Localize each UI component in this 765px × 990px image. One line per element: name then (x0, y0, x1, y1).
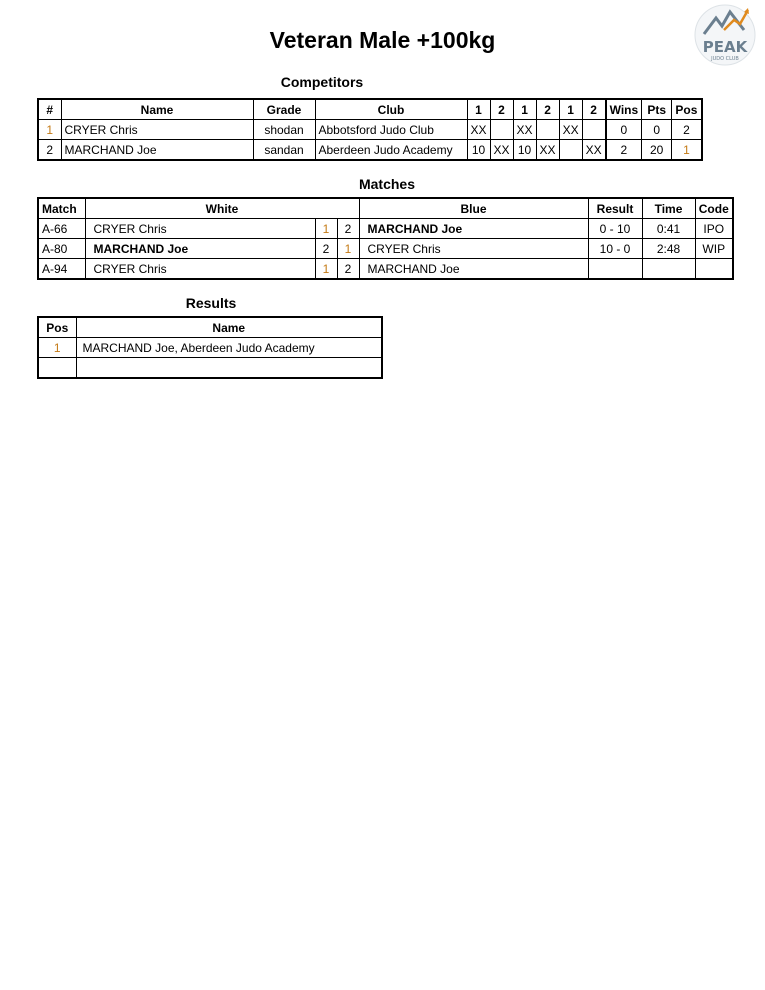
blue-player: CRYER Chris (359, 239, 588, 259)
competitor-position: 1 (672, 140, 702, 161)
white-player-number: 1 (315, 219, 337, 239)
competitors-header-row (38, 99, 702, 120)
competitor-wins: 2 (606, 140, 642, 161)
competitor-row (38, 120, 702, 140)
result-position (38, 358, 76, 379)
col-header-round: 1 (467, 99, 490, 120)
round-score: XX (513, 120, 536, 140)
round-score (490, 120, 513, 140)
col-header-round: 2 (490, 99, 513, 120)
match-row (38, 239, 733, 259)
match-time (642, 259, 695, 280)
results-table (37, 316, 383, 379)
result-row (38, 338, 382, 358)
col-header-pts: Pts (642, 99, 672, 120)
round-score: XX (490, 140, 513, 161)
result-name (76, 358, 382, 379)
competitor-row (38, 140, 702, 161)
competitor-number: 2 (38, 140, 61, 161)
match-id: A-80 (38, 239, 85, 259)
match-result: 10 - 0 (588, 239, 642, 259)
competitors-heading: Competitors (280, 74, 364, 90)
match-row (38, 259, 733, 280)
round-score: XX (559, 120, 582, 140)
svg-text:PEAK: PEAK (702, 38, 748, 56)
competitor-grade: shodan (253, 120, 315, 140)
match-time: 0:41 (642, 219, 695, 239)
col-header-round: 1 (559, 99, 582, 120)
match-id: A-94 (38, 259, 85, 280)
competitor-name: CRYER Chris (61, 120, 253, 140)
competitor-points: 20 (642, 140, 672, 161)
round-score: 10 (467, 140, 490, 161)
white-player-number: 1 (315, 259, 337, 280)
match-row (38, 219, 733, 239)
round-score (582, 120, 606, 140)
competitor-position: 2 (672, 120, 702, 140)
round-score: XX (582, 140, 606, 161)
col-header-match: Match (38, 198, 85, 219)
col-header-pos: Pos (38, 317, 76, 338)
competitor-wins: 0 (606, 120, 642, 140)
col-header-grade: Grade (253, 99, 315, 120)
results-header-row (38, 317, 382, 338)
result-position: 1 (38, 338, 76, 358)
match-time: 2:48 (642, 239, 695, 259)
blue-player: MARCHAND Joe (359, 259, 588, 280)
competitor-club: Aberdeen Judo Academy (315, 140, 467, 161)
col-header-club: Club (315, 99, 467, 120)
competitor-points: 0 (642, 120, 672, 140)
white-player: MARCHAND Joe (85, 239, 315, 259)
result-row (38, 358, 382, 379)
match-code: WIP (695, 239, 733, 259)
col-header-name: Name (76, 317, 382, 338)
page-title: Veteran Male +100kg (269, 27, 496, 53)
competitor-grade: sandan (253, 140, 315, 161)
competitor-club: Abbotsford Judo Club (315, 120, 467, 140)
match-result: 0 - 10 (588, 219, 642, 239)
svg-text:JUDO CLUB: JUDO CLUB (711, 56, 739, 62)
col-header-pos: Pos (672, 99, 702, 120)
col-header-wins: Wins (606, 99, 642, 120)
round-score: 10 (513, 140, 536, 161)
col-header-round: 2 (536, 99, 559, 120)
col-header-result: Result (588, 198, 642, 219)
col-header-code: Code (695, 198, 733, 219)
round-score: XX (536, 140, 559, 161)
blue-player-number: 1 (337, 239, 359, 259)
competitor-name: MARCHAND Joe (61, 140, 253, 161)
col-header-blue: Blue (359, 198, 588, 219)
competitor-number: 1 (38, 120, 61, 140)
round-score (559, 140, 582, 161)
match-result (588, 259, 642, 280)
col-header-white: White (85, 198, 359, 219)
matches-header-row (38, 198, 733, 219)
match-code (695, 259, 733, 280)
match-code: IPO (695, 219, 733, 239)
white-player: CRYER Chris (85, 219, 315, 239)
col-header-time: Time (642, 198, 695, 219)
blue-player-number: 2 (337, 219, 359, 239)
col-header-round: 1 (513, 99, 536, 120)
col-header-name: Name (61, 99, 253, 120)
round-score (536, 120, 559, 140)
blue-player: MARCHAND Joe (359, 219, 588, 239)
matches-table (37, 197, 734, 280)
result-name: MARCHAND Joe, Aberdeen Judo Academy (76, 338, 382, 358)
round-score: XX (467, 120, 490, 140)
competitors-table (37, 98, 703, 161)
col-header-num: # (38, 99, 61, 120)
col-header-round: 2 (582, 99, 606, 120)
white-player-number: 2 (315, 239, 337, 259)
white-player: CRYER Chris (85, 259, 315, 280)
results-heading: Results (185, 295, 237, 311)
match-id: A-66 (38, 219, 85, 239)
blue-player-number: 2 (337, 259, 359, 280)
matches-heading: Matches (358, 176, 416, 192)
